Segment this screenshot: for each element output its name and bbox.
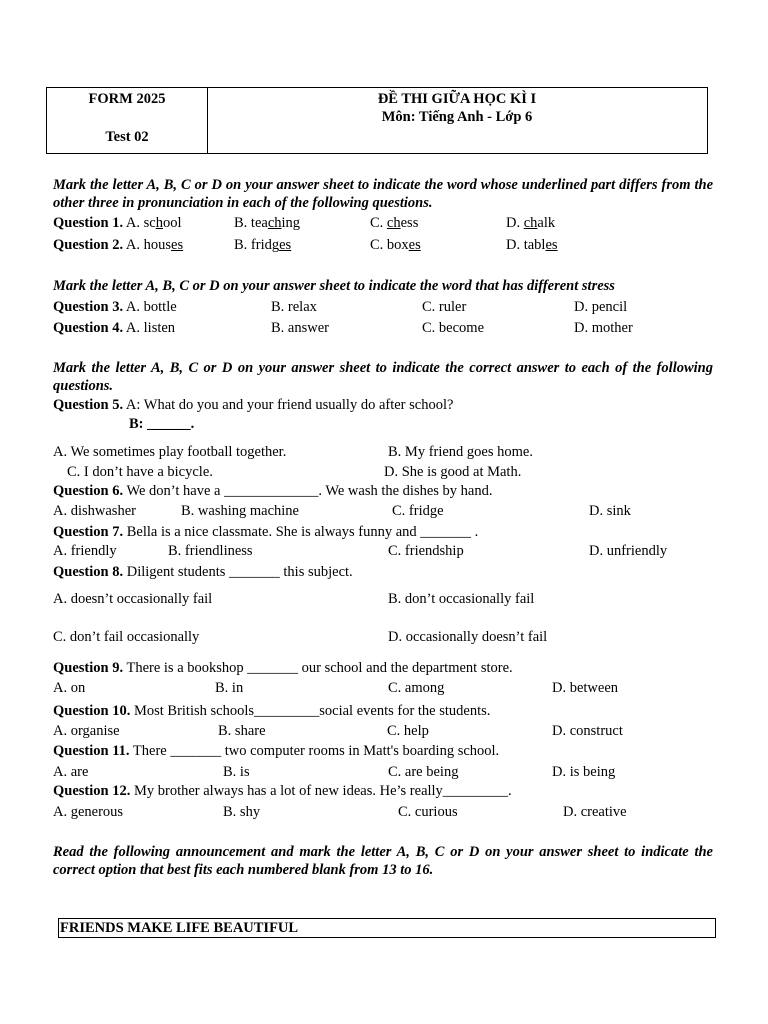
q5-option-c: C. I don’t have a bicycle. xyxy=(67,464,213,480)
q8-option-a: A. doesn’t occasionally fail xyxy=(53,591,213,607)
question-label: Question 11. xyxy=(53,743,130,759)
q7-option-d: D. unfriendly xyxy=(589,543,668,559)
q6-option-b: B. washing machine xyxy=(181,503,299,519)
instruction-stress: Mark the letter A, B, C or D on your answer sheet to indicate the word that has different stress xyxy=(53,278,615,294)
question-4 xyxy=(53,319,175,337)
question-6 xyxy=(53,482,492,500)
q4-option-b: B. answer xyxy=(271,320,329,336)
instruction-correct-answer: Mark the letter A, B, C or D on your answer sheet to indicate the correct answer to each of the following questions. xyxy=(53,360,713,394)
q1-option-b: B. teaching xyxy=(234,215,301,231)
question-text: A: What do you and your friend usually do after school? xyxy=(125,397,454,413)
q2-option-b: B. fridges xyxy=(234,237,292,253)
q10-option-a: A. organise xyxy=(53,723,120,739)
q9-option-b: B. in xyxy=(215,680,244,696)
q9-option-d: D. between xyxy=(552,680,619,696)
q7-option-a: A. friendly xyxy=(53,543,117,559)
q5-b-line: B: ______. xyxy=(129,416,195,432)
question-label: Question 12. xyxy=(53,783,131,799)
q9-option-a: A. on xyxy=(53,680,86,696)
exam-title: ĐỀ THI GIỮA HỌC KÌ I xyxy=(377,91,537,107)
question-label: Question 1. xyxy=(53,215,124,231)
q11-option-a: A. are xyxy=(53,764,89,780)
question-2 xyxy=(53,236,183,254)
q2-option-d: D. tables xyxy=(506,237,558,253)
q7-option-b: B. friendliness xyxy=(168,543,253,559)
q1-option-d: D. chalk xyxy=(506,215,556,231)
question-12 xyxy=(53,782,512,800)
q11-option-d: D. is being xyxy=(552,764,616,780)
option-a: A. listen xyxy=(125,320,176,336)
passage-title: FRIENDS MAKE LIFE BEAUTIFUL xyxy=(58,918,716,938)
q6-option-c: C. fridge xyxy=(392,503,444,519)
q3-option-c: C. ruler xyxy=(422,299,467,315)
question-text: Bella is a nice classmate. She is always funny and _______ . xyxy=(126,524,479,540)
question-text: There _______ two computer rooms in Matt's boarding school. xyxy=(132,743,500,759)
q7-option-c: C. friendship xyxy=(388,543,464,559)
q12-option-c: C. curious xyxy=(398,804,458,820)
q9-option-c: C. among xyxy=(388,680,445,696)
question-text: Diligent students _______ this subject. xyxy=(126,564,353,580)
question-label: Question 5. xyxy=(53,397,124,413)
instruction-pronunciation: Mark the letter A, B, C or D on your answer sheet to indicate the word whose underlined part differs from the other three in pronunciation in each of the following questions. xyxy=(53,177,713,211)
q12-option-a: A. generous xyxy=(53,804,124,820)
instruction-reading: Read the following announcement and mark the letter A, B, C or D on your answer sheet to indicate the correct option that best fits each numbered blank from 13 to 16. xyxy=(53,844,713,878)
header-right-cell xyxy=(207,88,707,153)
question-10 xyxy=(53,702,490,720)
exam-header-table xyxy=(46,87,708,154)
q4-option-c: C. become xyxy=(422,320,485,336)
question-label: Question 9. xyxy=(53,660,124,676)
question-label: Question 10. xyxy=(53,703,131,719)
question-label: Question 4. xyxy=(53,320,124,336)
question-label: Question 2. xyxy=(53,237,124,253)
question-text: There is a bookshop _______ our school and the department store. xyxy=(126,660,513,676)
q2-option-c: C. boxes xyxy=(370,237,421,253)
q5-option-d: D. She is good at Math. xyxy=(384,464,522,480)
question-label: Question 6. xyxy=(53,483,124,499)
option-a: A. bottle xyxy=(125,299,177,315)
q1-option-c: C. chess xyxy=(370,215,419,231)
test-label: Test 02 xyxy=(105,129,149,145)
q6-option-a: A. dishwasher xyxy=(53,503,136,519)
q12-option-d: D. creative xyxy=(563,804,627,820)
question-8 xyxy=(53,563,353,581)
question-1 xyxy=(53,214,182,232)
q5-option-b: B. My friend goes home. xyxy=(388,444,533,460)
q6-option-d: D. sink xyxy=(589,503,631,519)
q11-option-b: B. is xyxy=(223,764,250,780)
question-5 xyxy=(53,396,453,414)
question-text: We don’t have a _____________. We wash the dishes by hand. xyxy=(126,483,493,499)
q12-option-b: B. shy xyxy=(223,804,261,820)
q10-option-b: B. share xyxy=(218,723,266,739)
q3-option-d: D. pencil xyxy=(574,299,628,315)
q4-option-d: D. mother xyxy=(574,320,633,336)
question-label: Question 3. xyxy=(53,299,124,315)
question-label: Question 8. xyxy=(53,564,124,580)
exam-subject: Môn: Tiếng Anh - Lớp 6 xyxy=(381,109,533,125)
q8-option-b: B. don’t occasionally fail xyxy=(388,591,535,607)
question-label: Question 7. xyxy=(53,524,124,540)
question-text: My brother always has a lot of new ideas. He’s really_________. xyxy=(133,783,512,799)
option-a: A. school xyxy=(125,215,182,231)
question-text: Most British schools_________social events for the students. xyxy=(133,703,491,719)
q3-option-b: B. relax xyxy=(271,299,317,315)
option-a: A. houses xyxy=(125,237,184,253)
q8-option-d: D. occasionally doesn’t fail xyxy=(388,629,548,645)
question-9 xyxy=(53,659,513,677)
q8-option-c: C. don’t fail occasionally xyxy=(53,629,200,645)
q11-option-c: C. are being xyxy=(388,764,459,780)
q10-option-d: D. construct xyxy=(552,723,623,739)
q5-option-a: A. We sometimes play football together. xyxy=(53,444,287,460)
q10-option-c: C. help xyxy=(387,723,429,739)
form-label: FORM 2025 xyxy=(88,91,166,107)
question-7 xyxy=(53,523,478,541)
question-11 xyxy=(53,742,499,760)
header-left-cell xyxy=(47,88,208,153)
question-3 xyxy=(53,298,177,316)
